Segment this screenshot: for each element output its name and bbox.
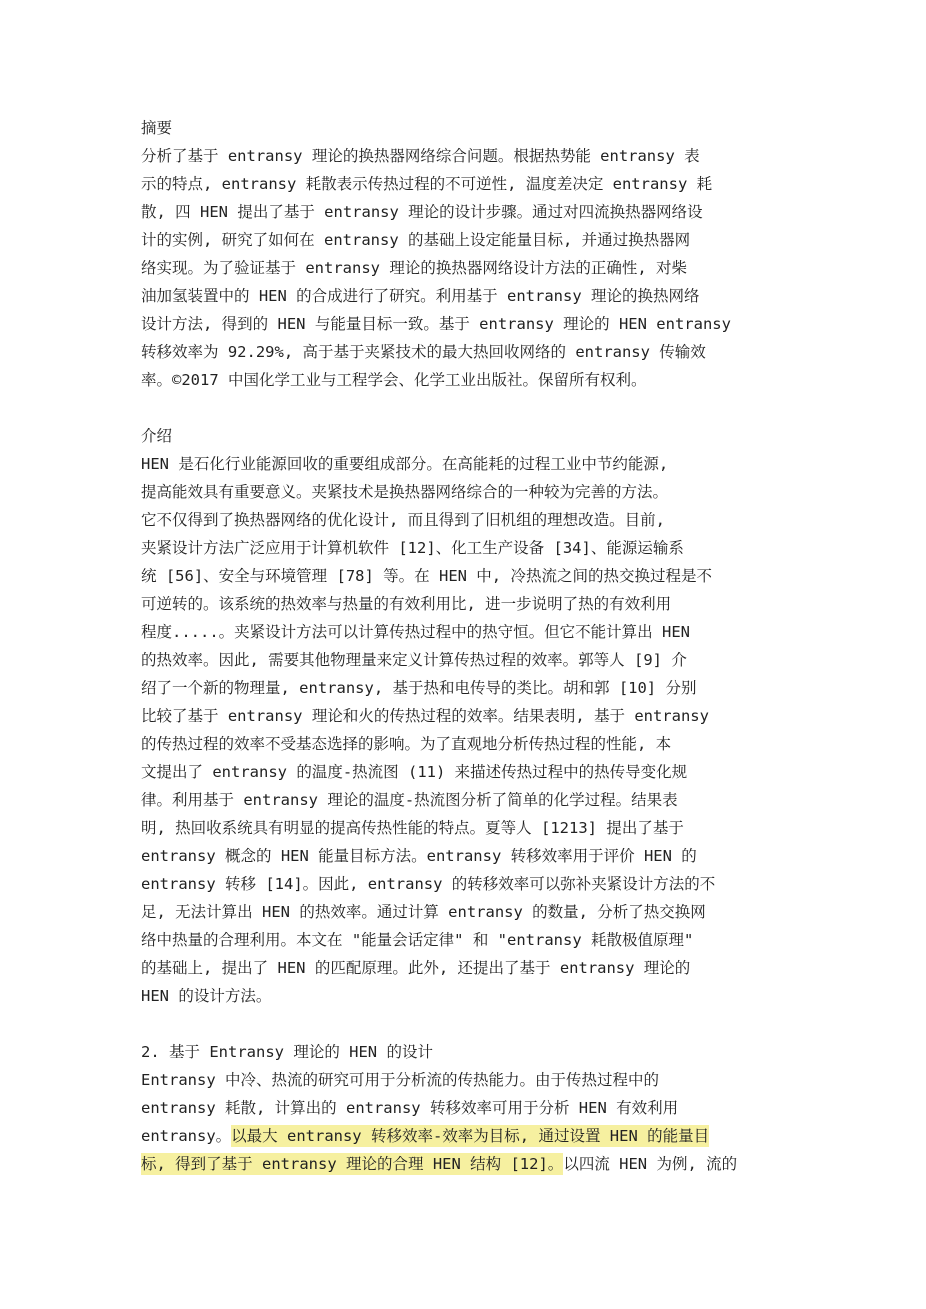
section2-plain-text: 以四流 HEN 为例, 流的 <box>563 1155 738 1173</box>
intro-line: HEN 是石化行业能源回收的重要组成部分。在高能耗的过程工业中节约能源, <box>141 455 669 473</box>
intro-line: HEN 的设计方法。 <box>141 987 272 1005</box>
intro-line: 提高能效具有重要意义。夹紧技术是换热器网络综合的一种较为完善的方法。 <box>141 483 669 501</box>
section2-line: entransy 耗散, 计算出的 entransy 转移效率可用于分析 HEN 有效利用 <box>141 1099 679 1117</box>
intro-line: 程度.....。夹紧设计方法可以计算传热过程中的热守恒。但它不能计算出 HEN <box>141 623 690 641</box>
intro-line: entransy 转移 [14]。因此, entransy 的转移效率可以弥补夹紧设计方法的不 <box>141 875 716 893</box>
section2-heading: 2. 基于 Entransy 理论的 HEN 的设计 <box>141 1043 433 1061</box>
intro-line: 绍了一个新的物理量, entransy, 基于热和电传导的类比。胡和郭 [10] 分别 <box>141 679 697 697</box>
intro-heading: 介绍 <box>141 427 173 445</box>
abstract-body <box>141 142 791 394</box>
intro-line: 统 [56]、安全与环境管理 [78] 等。在 HEN 中, 冷热流之间的热交换过程是不 <box>141 567 712 585</box>
intro-line: 它不仅得到了换热器网络的优化设计, 而且得到了旧机组的理想改造。目前, <box>141 511 665 529</box>
section2-body <box>141 1066 791 1178</box>
intro-line: 比较了基于 entransy 理论和火的传热过程的效率。结果表明, 基于 entransy <box>141 707 709 725</box>
abstract-line: 络实现。为了验证基于 entransy 理论的换热器网络设计方法的正确性, 对柴 <box>141 259 687 277</box>
abstract-line: 转移效率为 92.29%, 高于基于夹紧技术的最大热回收网络的 entransy 传输效 <box>141 343 706 361</box>
intro-line: 的热效率。因此, 需要其他物理量来定义计算传热过程的效率。郭等人 [9] 介 <box>141 651 687 669</box>
abstract-line: 油加氢装置中的 HEN 的合成进行了研究。利用基于 entransy 理论的换热网络 <box>141 287 700 305</box>
section2-line <box>141 1122 791 1150</box>
intro-line: 文提出了 entransy 的温度-热流图 (11) 来描述传热过程中的热传导变化规 <box>141 763 688 781</box>
section2-line: Entransy 中冷、热流的研究可用于分析流的传热能力。由于传热过程中的 <box>141 1071 659 1089</box>
intro-line: 足, 无法计算出 HEN 的热效率。通过计算 entransy 的数量, 分析了热交换网 <box>141 903 706 921</box>
abstract-line: 计的实例, 研究了如何在 entransy 的基础上设定能量目标, 并通过换热器网 <box>141 231 691 249</box>
section2-plain-text: entransy。 <box>141 1127 232 1145</box>
document-page <box>141 114 791 1178</box>
intro-line: 明, 热回收系统具有明显的提高传热性能的特点。夏等人 [1213] 提出了基于 <box>141 819 684 837</box>
intro-line: entransy 概念的 HEN 能量目标方法。entransy 转移效率用于评价 HEN 的 <box>141 847 697 865</box>
intro-line: 律。利用基于 entransy 理论的温度-热流图分析了简单的化学过程。结果表 <box>141 791 678 809</box>
abstract-heading: 摘要 <box>141 119 173 137</box>
abstract-line: 散, 四 HEN 提出了基于 entransy 理论的设计步骤。通过对四流换热器网络设 <box>141 203 703 221</box>
intro-line: 可逆转的。该系统的热效率与热量的有效利用比, 进一步说明了热的有效利用 <box>141 595 672 613</box>
abstract-line: 分析了基于 entransy 理论的换热器网络综合问题。根据热势能 entransy 表 <box>141 147 700 165</box>
section-gap <box>141 1010 791 1038</box>
intro-body <box>141 450 791 1010</box>
intro-line: 夹紧设计方法广泛应用于计算机软件 [12]、化工生产设备 [34]、能源运输系 <box>141 539 684 557</box>
highlighted-text: 以最大 entransy 转移效率-效率为目标, 通过设置 HEN 的能量目 <box>231 1127 710 1145</box>
abstract-line: 示的特点, entransy 耗散表示传热过程的不可逆性, 温度差决定 entransy 耗 <box>141 175 713 193</box>
abstract-line: 率。©2017 中国化学工业与工程学会、化学工业出版社。保留所有权利。 <box>141 371 647 389</box>
intro-line: 的基础上, 提出了 HEN 的匹配原理。此外, 还提出了基于 entransy 理论的 <box>141 959 691 977</box>
section-gap <box>141 394 791 422</box>
abstract-line: 设计方法, 得到的 HEN 与能量目标一致。基于 entransy 理论的 HEN entransy <box>141 315 731 333</box>
section2-line <box>141 1150 791 1178</box>
highlighted-text: 标, 得到了基于 entransy 理论的合理 HEN 结构 [12]。 <box>141 1155 564 1173</box>
intro-line: 络中热量的合理利用。本文在 "能量会话定律" 和 "entransy 耗散极值原理" <box>141 931 694 949</box>
intro-line: 的传热过程的效率不受基态选择的影响。为了直观地分析传热过程的性能, 本 <box>141 735 672 753</box>
